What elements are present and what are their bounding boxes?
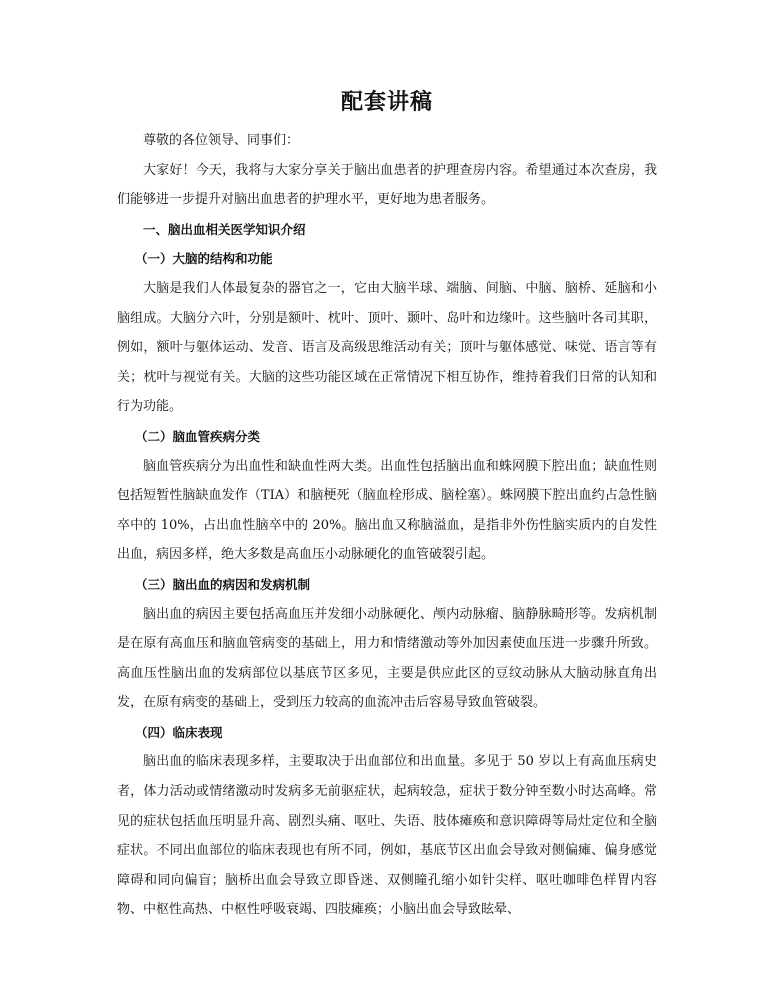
- subsection-heading-etiology: （三）脑出血的病因和发病机制: [135, 576, 311, 592]
- classification-paragraph: 脑血管疾病分为出血性和缺血性两大类。出血性包括脑出血和蛛网膜下腔出血；缺血性则包括短暂性脑缺血发作（TIA）和脑梗死（脑血栓形成、脑栓塞）。蛛网膜下腔出血约占急性脑卒中的 10%，占出血性脑卒中的 20%。脑出血又称脑溢血，是指非外伤性脑实质内的自发性出血，病因多样，绝大多数是高血压小动脉硬化的血管破裂引起。: [117, 458, 657, 563]
- etiology-paragraph: 脑出血的病因主要包括高血压并发细小动脉硬化、颅内动脉瘤、脑静脉畸形等。发病机制是在原有高血压和脑血管病变的基础上，用力和情绪激动等外加因素使血压进一步骤升所致。高血压性脑出血的发病部位以基底节区多见，主要是供应此区的豆纹动脉从大脑动脉直角出发，在原有病变的基础上，受到压力较高的血流冲击后容易导致血管破裂。: [117, 606, 657, 711]
- section-heading: 一、脑出血相关医学知识介绍: [143, 221, 306, 237]
- brain-structure-paragraph: 大脑是我们人体最复杂的器官之一，它由大脑半球、端脑、间脑、中脑、脑桥、延脑和小脑组成。大脑分六叶，分别是额叶、枕叶、顶叶、颞叶、岛叶和边缘叶。这些脑叶各司其职，例如，额叶与躯体运动、发音、语言及高级思维活动有关；顶叶与躯体感觉、味觉、语言等有关；枕叶与视觉有关。大脑的这些功能区域在正常情况下相互协作，维持着我们日常的认知和行为功能。: [117, 280, 657, 415]
- page-title: 配套讲稿: [340, 90, 433, 115]
- clinical-paragraph: 脑出血的临床表现多样，主要取决于出血部位和出血量。多见于 50 岁以上有高血压病史者，体力活动或情绪激动时发病多无前驱症状，起病较急，症状于数分钟至数小时达高峰。常见的症状包括血压明显升高、剧烈头痛、呕吐、失语、肢体瘫痪和意识障碍等局灶定位和全脑症状。不同出血部位的临床表现也有所不同，例如，基底节区出血会导致对侧偏瘫、偏身感觉障碍和同向偏盲；脑桥出血会导致立即昏迷、双侧瞳孔缩小如针尖样、呕吐咖啡色样胃内容物、中枢性高热、中枢性呼吸衰竭、四肢瘫痪；小脑出血会导致眩晕、: [117, 754, 657, 918]
- intro-paragraph: 大家好！今天，我将与大家分享关于脑出血患者的护理查房内容。希望通过本次查房，我们能够进一步提升对脑出血患者的护理水平，更好地为患者服务。: [117, 162, 657, 208]
- subsection-heading-brain-structure: （一）大脑的结构和功能: [135, 251, 273, 267]
- subsection-heading-clinical: （四）临床表现: [135, 724, 223, 740]
- greeting-paragraph: 尊敬的各位领导、同事们：: [143, 133, 300, 148]
- document-page: [117, 88, 657, 925]
- subsection-heading-classification: （二）脑血管疾病分类: [135, 428, 261, 444]
